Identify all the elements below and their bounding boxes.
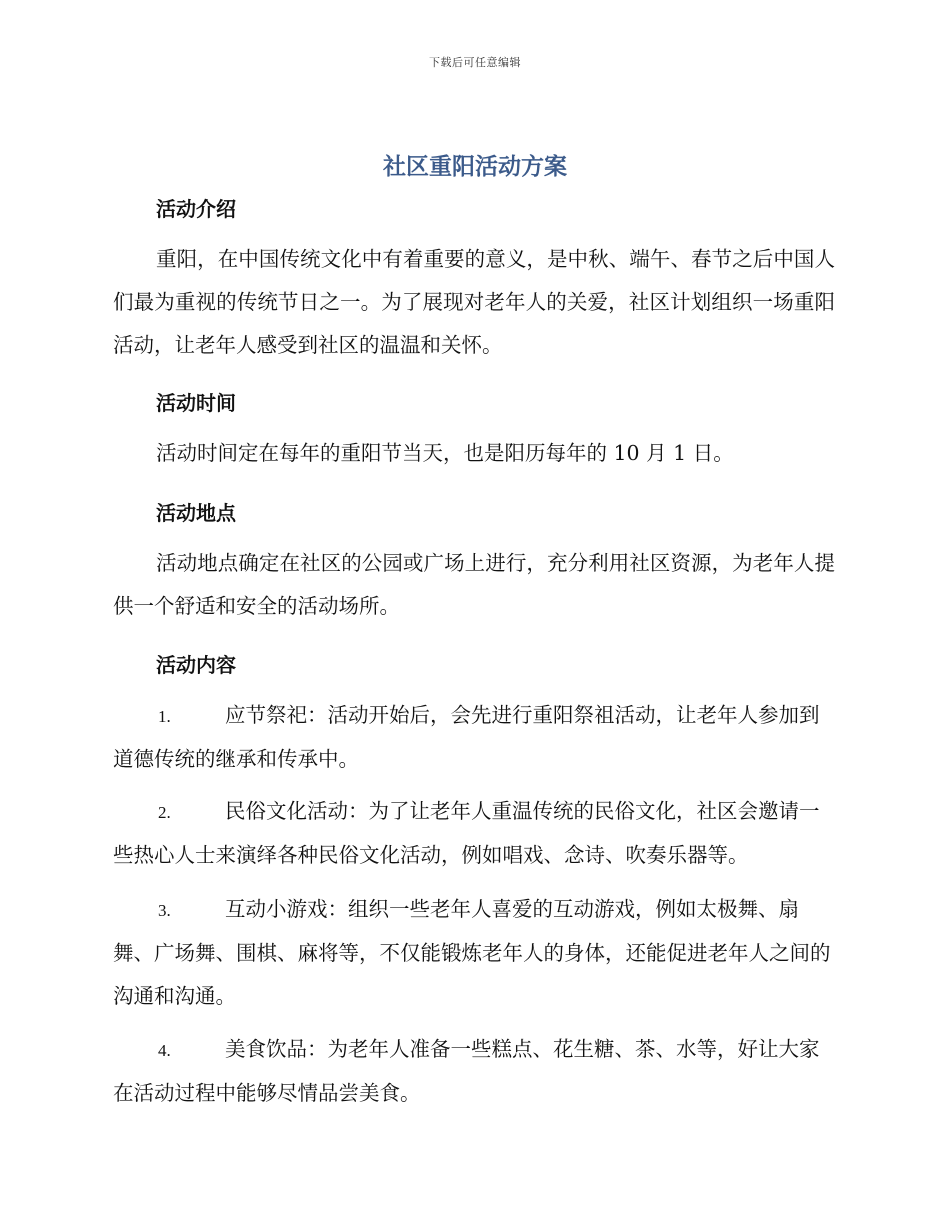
section-heading-intro: 活动介绍 [156,197,236,221]
list-item-number: 2. [158,803,171,822]
list-item-text: 民俗文化活动：为了让老年人重温传统的民俗文化，社区会邀请一些热心人士来演绎各种民俗文化活动，例如唱戏、念诗、吹奏乐器等。 [113,799,820,867]
list-item-number: 1. [158,707,171,726]
list-item [113,1028,835,1115]
list-item [113,694,835,781]
section-body-place: 活动地点确定在社区的公园或广场上进行，充分利用社区资源，为老年人提供一个舒适和安全的活动场所。 [113,551,835,618]
document-title: 社区重阳活动方案 [383,154,567,180]
list-item-text: 互动小游戏：组织一些老年人喜爱的互动游戏，例如太极舞、扇舞、广场舞、围棋、麻将等，不仅能锻炼老年人的身体，还能促进老年人之间的沟通和沟通。 [113,897,831,1008]
list-item [113,790,835,877]
section-body-intro: 重阳，在中国传统文化中有着重要的意义，是中秋、端午、春节之后中国人们最为重视的传统节日之一。为了展现对老年人的关爱，社区计划组织一场重阳活动，让老年人感受到社区的温温和关怀。 [113,247,835,357]
section-heading-time: 活动时间 [156,391,236,415]
list-item-text: 应节祭祀：活动开始后，会先进行重阳祭祖活动，让老年人参加到道德传统的继承和传承中。 [113,703,820,771]
list-item [113,888,835,1018]
list-item-number: 4. [158,1041,171,1060]
section-body-time: 活动时间定在每年的重阳节当天，也是阳历每年的 10 月 1 日。 [156,441,734,465]
page-header: 下载后可任意编辑 [429,56,521,69]
section-heading-content: 活动内容 [156,653,236,677]
list-item-text: 美食饮品：为老年人准备一些糕点、花生糖、茶、水等，好让大家在活动过程中能够尽情品尝美食。 [113,1037,820,1105]
list-item-number: 3. [158,901,171,920]
section-heading-place: 活动地点 [156,501,236,525]
